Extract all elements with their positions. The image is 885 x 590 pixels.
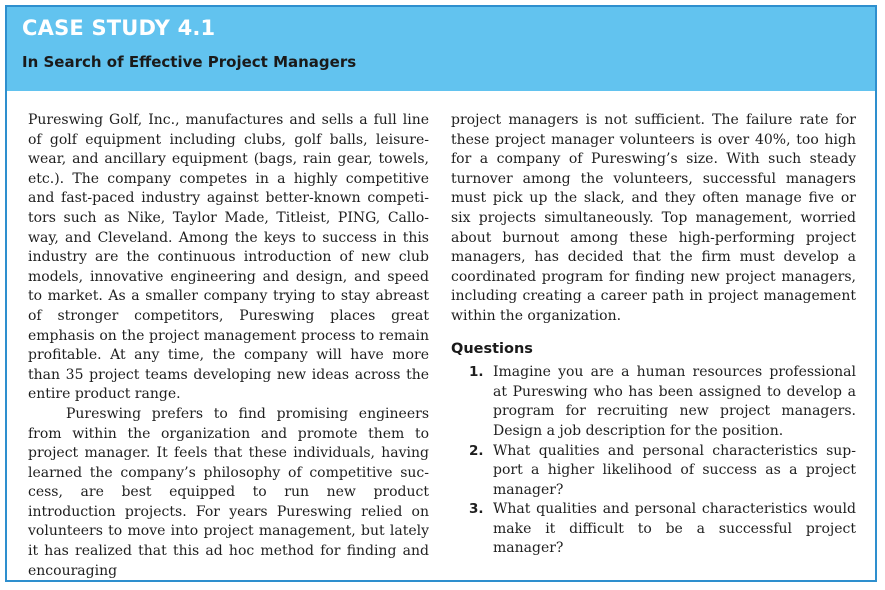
question-number: 1. [469,364,484,381]
case-study-label: CASE STUDY 4.1 [22,16,216,40]
question-number: 3. [469,501,484,518]
body-text-left-column [28,111,429,581]
body-text-right-column [451,111,856,559]
paragraph-1: Pureswing Golf, Inc., manufactures and sells a full line of golf equipment including clubs, golf balls, leisurewear, and ancillary equipment (bags, rain gear, towels, etc.). The company competes in a highly competitive and fast-paced industry against better-known competitors such as Nike, Taylor Made, Titleist, PING, Calloway, and Cleveland. Among the keys to success in this industry are the continuous introduction of new club models, innovative engineering and design, and speed to market. As a smaller company trying to stay abreast of stronger competitors, Pureswing places great emphasis on the project management process to remain profitable. At any time, the company will have more than 35 project teams developing new ideas across the entire product range. [28,112,429,403]
question-item [451,442,856,501]
question-number: 2. [469,442,484,459]
paragraph-2: Pureswing prefers to find promising engineers from within the organization and promote them to project manager. It feels that these individuals, having learned the company’s philosophy of competitive success, are best equipped to run new product introduction projects. For years Pureswing relied on volunteers to move into project management, but lately it has realized that this ad hoc method for finding and encouraging [28,405,429,579]
question-text: What qualities and personal characteristics support a higher likelihood of success as a project manager? [493,442,856,498]
question-item [451,500,856,559]
question-text: What qualities and personal characteristics would make it difficult to be a successful project manager? [493,501,856,557]
case-study-title: In Search of Effective Project Managers [22,53,357,71]
paragraph-2-continued: project managers is not sufficient. The failure rate for these project manager volunteers is over 40%, too high for a company of Pureswing’s size. With such steady turnover among the volunteers, successful managers must pick up the slack, and they often manage five or six projects simultaneously. Top management, worried about burnout among these high-performing project managers, has decided that the firm must develop a coordinated program for finding new project managers, including creating a career path in project management within the organization. [451,112,856,324]
questions-list [451,363,856,559]
case-study-box [5,5,877,582]
questions-heading: Questions [451,340,533,357]
case-study-header [7,7,875,91]
question-item [451,363,856,441]
question-text: Imagine you are a human resources professional at Pureswing who has been assigned to develop a program for recruiting new project managers. Design a job description for the position. [493,364,856,439]
